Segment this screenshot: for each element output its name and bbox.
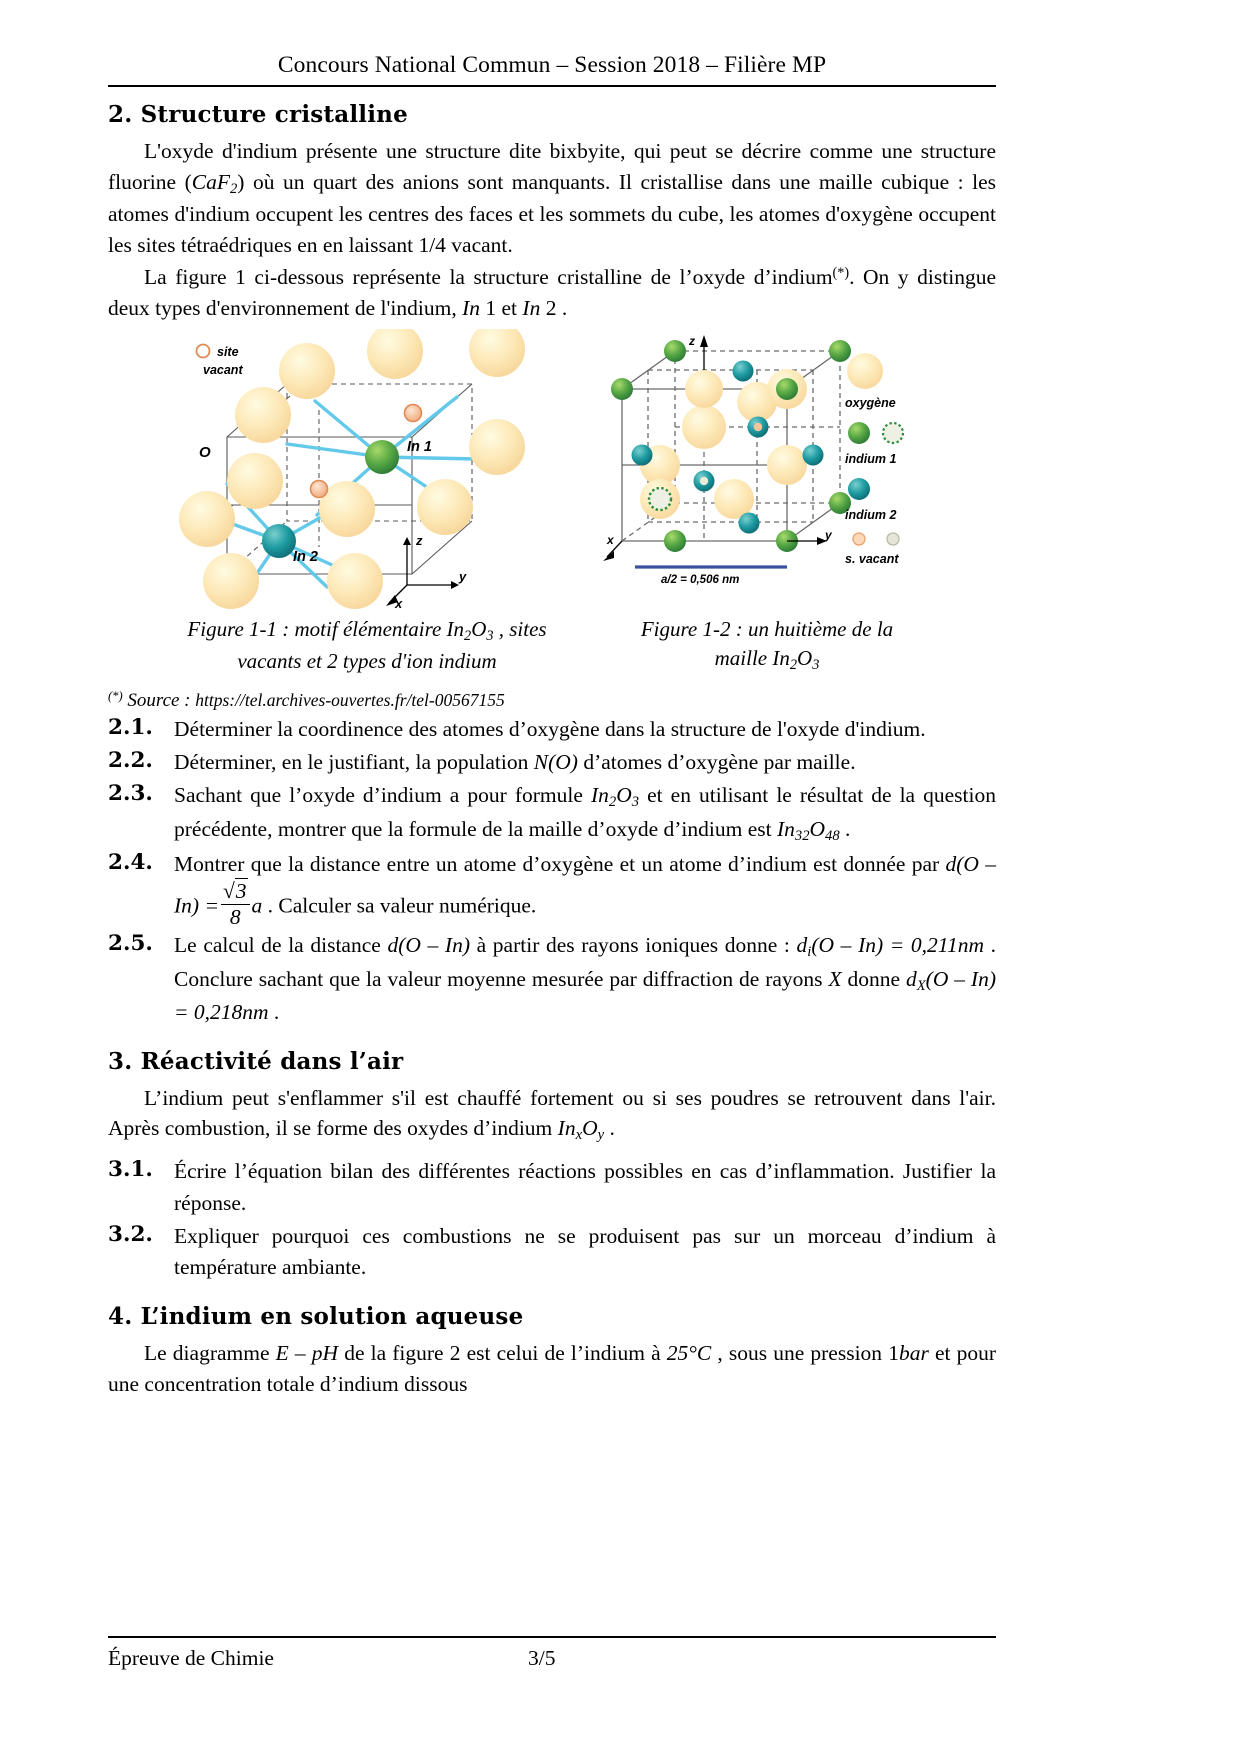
figure2-axis-x: x (607, 533, 614, 548)
source-word: Source : (122, 690, 196, 712)
q25-di-expression: $d_i(O - In) = 0,211nm$ (796, 933, 984, 961)
q23-c: . (839, 816, 851, 841)
figure-1-1-block (167, 329, 567, 675)
s4-text-b: de la figure 2 est celui de l’indium à (338, 1341, 667, 1366)
q25-e: . (268, 999, 280, 1024)
intro2-text-a: La figure 1 ci-dessous représente la structure cristalline de l’oxyde d’indium (144, 265, 833, 290)
intro-text-b: ) où un quart des anions sont manquants. Il cristallise dans une maille cubique : les atomes d'indium occupent les centres des faces et les sommets du cube, les atomes d'oxygène occupent les sites tétraédriques en en laissant 1/4 vacant. (108, 169, 996, 257)
q24-a: Montrer que la distance entre un atome d’oxygène et un atome d’indium est donnée par (174, 851, 946, 876)
q22-b: d’atomes d’oxygène par maille. (577, 750, 856, 775)
legend-indium1-vacant-icon (883, 423, 903, 443)
footnote-marker: (*) (832, 265, 850, 282)
s4-text-d: et pour une concentration totale d’indium dissous (108, 1341, 996, 1396)
label-in2: In 2 (293, 549, 318, 566)
figure1-axis-x: x (395, 596, 403, 610)
section-heading-2: 2. Structure cristalline (108, 101, 408, 128)
q24-b: . Calculer sa valeur numérique. (262, 893, 537, 918)
question-2-3 (108, 780, 996, 847)
figure-1-1-image (167, 329, 567, 609)
q22-a: Déterminer, en le justifiant, la population (174, 750, 534, 775)
figure-1-1-caption (167, 615, 567, 675)
figures-row (108, 329, 996, 675)
q24-sqrt3: √3 (221, 880, 250, 905)
legend-vacant-icon-a (853, 533, 865, 545)
vacant-site-icon (197, 345, 210, 358)
paragraph-intro-2 (108, 262, 996, 323)
source-url[interactable]: https://tel.archives-ouvertes.fr/tel-00567155 (195, 690, 505, 711)
paragraph-intro-1 (108, 136, 996, 260)
s3-text-b: . (604, 1116, 615, 1141)
figure2-axis-y: y (825, 528, 832, 543)
paragraph-section-3 (108, 1083, 996, 1146)
section-heading-4: 4. L’indium en solution aqueuse (108, 1303, 524, 1331)
q25-a: Le calcul de la distance (174, 933, 388, 958)
intro2-text-b: . On y distingue deux types d'environnement de l'indium, (108, 265, 996, 320)
question-text (174, 747, 996, 778)
source-star: (*) (108, 689, 123, 704)
question-number: 3.1. (108, 1157, 153, 1183)
q23-formula-in32o48: $In_{32}O_{48}$ (776, 816, 840, 844)
figure-1-2-image (597, 329, 937, 609)
question-2-1 (108, 714, 996, 745)
q25-d-o-in: d(O – In) (387, 933, 470, 958)
question-text (174, 780, 996, 847)
fig2-caption-line1: Figure 1-2 : un huitième de la (640, 617, 894, 642)
q23-a: Sachant que l’oxyde d’indium a pour formule (174, 783, 591, 808)
s3-text-a: L’indium peut s'enflammer s'il est chauffé fortement ou si ses poudres se retrouvent dans l'air. Après combustion, il se forme des oxydes d’indium (108, 1085, 996, 1141)
source-footnote (108, 689, 996, 712)
question-3-1 (108, 1156, 996, 1218)
footer-page-number: 3/5 (528, 1646, 556, 1670)
q25-b: à partir des rayons ioniques donne : (469, 933, 797, 958)
question-text: Déterminer la coordinence des atomes d’oxygène dans la structure de l'oxyde d'indium. (174, 717, 926, 742)
legend-indium1-icon (848, 422, 870, 444)
question-2-4 (108, 849, 996, 928)
question-text (174, 930, 996, 1028)
s4-text-a: Le diagramme (144, 1341, 276, 1366)
question-number: 2.4. (108, 849, 153, 875)
footer-row (108, 1638, 996, 1671)
fig1-caption-formula: $In_2O_3$ (446, 617, 494, 645)
fig2-caption-formula: $In_2O_3$ (772, 645, 820, 673)
figure1-axis-z: z (416, 533, 423, 549)
question-2-2 (108, 747, 996, 778)
question-number: 2.3. (108, 781, 153, 807)
intro-text-a: L'oxyde d'indium présente une structure dite bixbyite, qui peut se décrire comme une structure fluorine ( (108, 139, 996, 194)
q25-c: . Conclure sachant que la valeur moyenne mesurée par diffraction de rayons (174, 933, 996, 991)
paragraph-section-4 (108, 1338, 996, 1399)
formula-inxoy: $In_xO_y$ (557, 1116, 605, 1144)
question-number: 2.2. (108, 748, 153, 774)
legend-oxygen-label: oxygène (845, 396, 896, 411)
question-text (174, 849, 996, 928)
questions-list-3 (108, 1156, 996, 1283)
legend-oxygen-icon (847, 353, 883, 389)
pressure-value: 1bar (888, 1341, 929, 1366)
page-footer (108, 1636, 996, 1671)
label-in-1-num: 1 (480, 295, 497, 320)
figure-1-2-caption (602, 615, 932, 675)
fig1-caption-a: Figure 1-1 : motif élémentaire (187, 617, 447, 642)
s4-text-c: , sous une pression (711, 1341, 889, 1366)
label-in-2-num: 2 (540, 295, 557, 320)
formula-caf2: CaF$_2$ (191, 169, 238, 197)
question-number: 2.5. (108, 931, 153, 957)
legend-site-vacant-line1: site (217, 345, 239, 360)
legend-indium1-label: indium 1 (845, 452, 897, 467)
fig1-caption-b: , sites (493, 617, 547, 642)
question-number: 3.2. (108, 1221, 153, 1247)
questions-list-2 (108, 714, 996, 1028)
legend-indium2-label: indium 2 (845, 508, 897, 523)
fig2-caption-line2a: maille (714, 645, 773, 670)
vacant-site-marker (649, 488, 671, 510)
q24-var-a: a (251, 893, 263, 918)
figure-1-2-block (597, 329, 937, 675)
fig1-caption-line2: vacants et 2 types d'ion indium (237, 648, 497, 673)
intro2-end: . (556, 295, 568, 320)
label-oxygen: O (199, 444, 211, 462)
legend-vacant-label: s. vacant (845, 552, 899, 567)
diagram-e-ph: E – pH (275, 1341, 339, 1366)
temperature-value: 25°C (666, 1341, 712, 1366)
page-content (108, 52, 996, 1401)
legend-vacant-icon-b (887, 533, 899, 545)
section-heading-3: 3. Réactivité dans l’air (108, 1047, 404, 1075)
q24-fraction: $\frac{√3}{8}$ (221, 880, 250, 928)
label-in-2: In (522, 295, 541, 320)
question-3-2 (108, 1221, 996, 1283)
q22-math-no: N(O) (533, 750, 578, 775)
question-text: Écrire l’équation bilan des différentes réactions possibles en cas d’inflammation. Justifier la réponse. (174, 1159, 996, 1215)
figure2-axis-z: z (689, 334, 695, 349)
q23-formula-in2o3: $In_2O_3$ (590, 783, 640, 811)
question-2-5 (108, 930, 996, 1028)
q25-d: donne (841, 966, 906, 991)
running-head: Concours National Commun – Session 2018 – Filière MP (277, 52, 827, 78)
figure1-axis-y: y (459, 569, 467, 585)
q25-X: X (828, 966, 842, 991)
legend-indium2-icon (848, 478, 870, 500)
figure-1-2-legend (845, 353, 903, 566)
q23-b: et en utilisant le résultat de la question précédente, montrer que la formule de la maille d’oxyde d’indium est (174, 783, 996, 841)
q24-equation-lhs: d(O – In) = (174, 851, 997, 918)
q25-dx-expression: $d_X(O - In) = 0,218nm$ (174, 966, 996, 1024)
label-in-1: In (462, 295, 480, 320)
label-in1: In 1 (407, 439, 432, 456)
header-rule (108, 85, 996, 87)
footer-exam-label: Épreuve de Chimie (108, 1646, 274, 1670)
conj-et: et (496, 295, 523, 320)
question-text: Expliquer pourquoi ces combustions ne se produisent pas sur un morceau d’indium à température ambiante. (174, 1223, 996, 1279)
question-number: 2.1. (108, 715, 153, 741)
scale-label: a/2 = 0,506 nm (661, 574, 740, 587)
legend-site-vacant-line2: vacant (203, 363, 243, 378)
